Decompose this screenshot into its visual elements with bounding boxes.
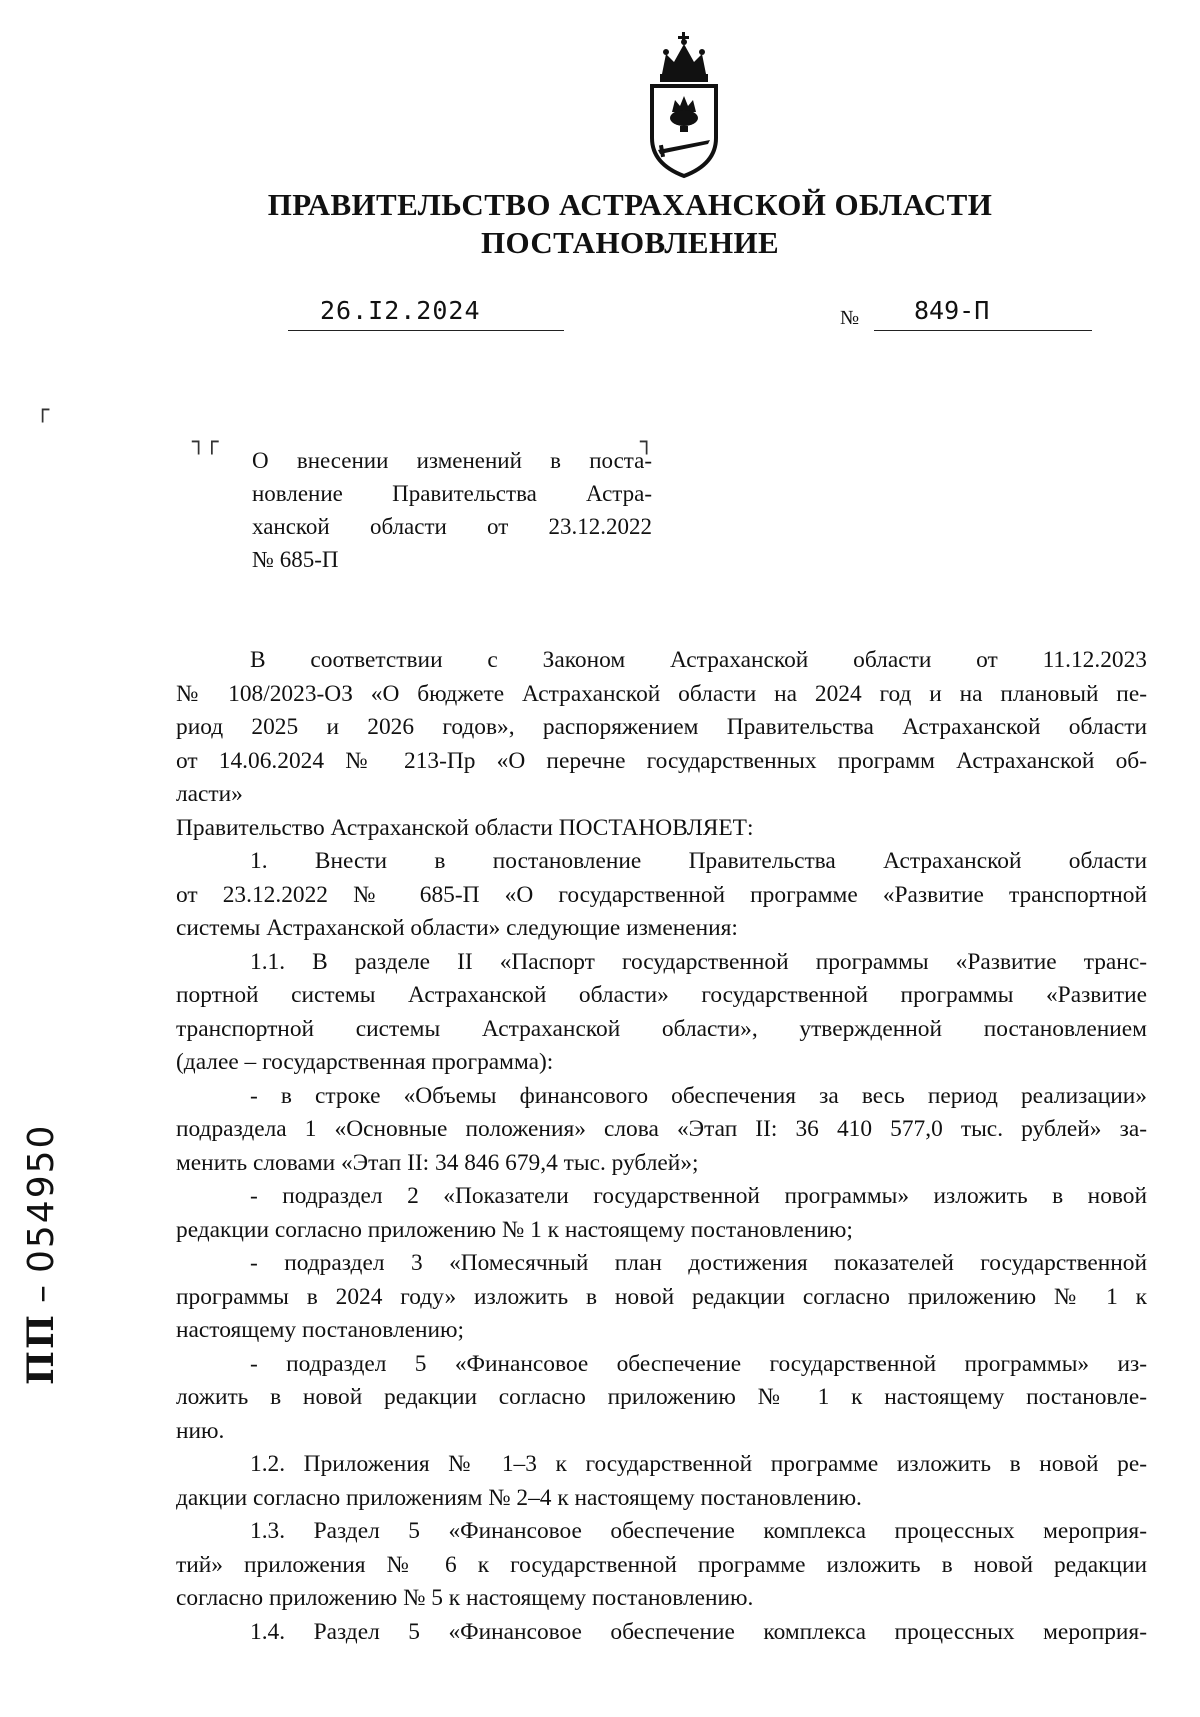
number-sign: №: [840, 307, 860, 329]
body-line: программы в 2024 году» изложить в новой редакции согласно приложению № 1 к: [176, 1283, 1147, 1310]
document-date: 26.I2.2024: [320, 296, 481, 325]
body-line: Правительство Астраханской области ПОСТАНОВЛЯЕТ:: [176, 814, 754, 841]
body-line: риод 2025 и 2026 годов», распоряжением Правительства Астраханской области: [176, 714, 1147, 740]
body-line: 1.3. Раздел 5 «Финансовое обеспечение комплекса процессных мероприя-: [250, 1518, 1147, 1544]
body-line: 1.2. Приложения № 1–3 к государственной программе изложить в новой ре-: [250, 1451, 1147, 1477]
serial-dash: –: [21, 1283, 62, 1303]
body-line: портной системы Астраханской области» государственной программы «Развитие: [176, 982, 1147, 1008]
body-line: настоящему постановлению;: [176, 1317, 465, 1343]
body-line: менить словами «Этап II: 34 846 679,4 тыс. рублей»;: [176, 1149, 699, 1176]
body-line: подраздела 1 «Основные положения» слова «Этап II: 36 410 577,0 тыс. рублей» за-: [176, 1116, 1147, 1142]
corner-mark-subject-left-icon: ┐┌: [192, 430, 219, 455]
body-line: № 108/2023-ОЗ «О бюджете Астраханской области на 2024 год и на плановый пе-: [176, 680, 1147, 707]
corner-mark-subject-right-icon: ┐: [640, 430, 654, 455]
subject-line: ханской области от 23.12.2022: [252, 514, 652, 539]
side-serial-number: [20, 1125, 80, 1385]
subject-line: № 685-П: [252, 547, 339, 572]
body-line: 1.4. Раздел 5 «Финансовое обеспечение комплекса процессных мероприя-: [250, 1618, 1147, 1645]
body-line: 1.1. В разделе II «Паспорт государственной программы «Развитие транс-: [250, 948, 1147, 975]
serial-number: 054950: [21, 1123, 62, 1273]
body-line: - подраздел 2 «Показатели государственной программы» изложить в новой: [250, 1183, 1147, 1209]
body-line: системы Астраханской области» следующие изменения:: [176, 915, 738, 941]
body-line: нию.: [176, 1417, 225, 1444]
body-line: ложить в новой редакции согласно приложению № 1 к настоящему постановле-: [176, 1384, 1147, 1410]
date-field: [288, 296, 564, 331]
body-line: редакции согласно приложению № 1 к настоящему постановлению;: [176, 1216, 853, 1243]
body-line: от 14.06.2024 № 213-Пр «О перечне государственных программ Астраханской об-: [176, 747, 1147, 774]
body-line: ласти»: [176, 781, 243, 807]
body-line: транспортной системы Астраханской области», утвержденной постановлением: [176, 1015, 1147, 1042]
body-line: 1. Внести в постановление Правительства Астраханской области: [250, 848, 1147, 874]
organization-heading: [180, 186, 1080, 262]
body-line: - в строке «Объемы финансового обеспечения за весь период реализации»: [250, 1082, 1147, 1109]
organization-name: ПРАВИТЕЛЬСТВО АСТРАХАНСКОЙ ОБЛАСТИ: [267, 187, 993, 222]
body-line: дакции согласно приложениям № 2–4 к настоящему постановлению.: [176, 1484, 862, 1511]
body-line: - подраздел 5 «Финансовое обеспечение государственной программы» из-: [250, 1350, 1147, 1377]
document-type: ПОСТАНОВЛЕНИЕ: [480, 225, 780, 260]
body-line: согласно приложению № 5 к настоящему постановлению.: [176, 1585, 754, 1611]
serial-series: ПП: [20, 1313, 62, 1385]
subject-line: О внесении изменений в поста-: [252, 448, 652, 473]
body-line: - подраздел 3 «Помесячный план достижения показателей государственной: [250, 1250, 1147, 1276]
document-body: [176, 644, 1147, 1649]
document-number: 849-П: [914, 296, 990, 325]
body-line: В соответствии с Законом Астраханской области от 11.12.2023: [250, 647, 1147, 673]
body-line: тий» приложения № 6 к государственной программе изложить в новой редакции: [176, 1551, 1147, 1578]
body-line: от 23.12.2022 № 685-П «О государственной программе «Развитие транспортной: [176, 881, 1147, 908]
subject-line: новление Правительства Астра-: [252, 481, 652, 506]
body-line: (далее – государственная программа):: [176, 1049, 554, 1075]
corner-mark-left-icon: ┌: [36, 398, 50, 423]
document-subject: [252, 444, 652, 576]
number-field: [874, 296, 1092, 331]
coat-of-arms-icon: [644, 30, 724, 180]
